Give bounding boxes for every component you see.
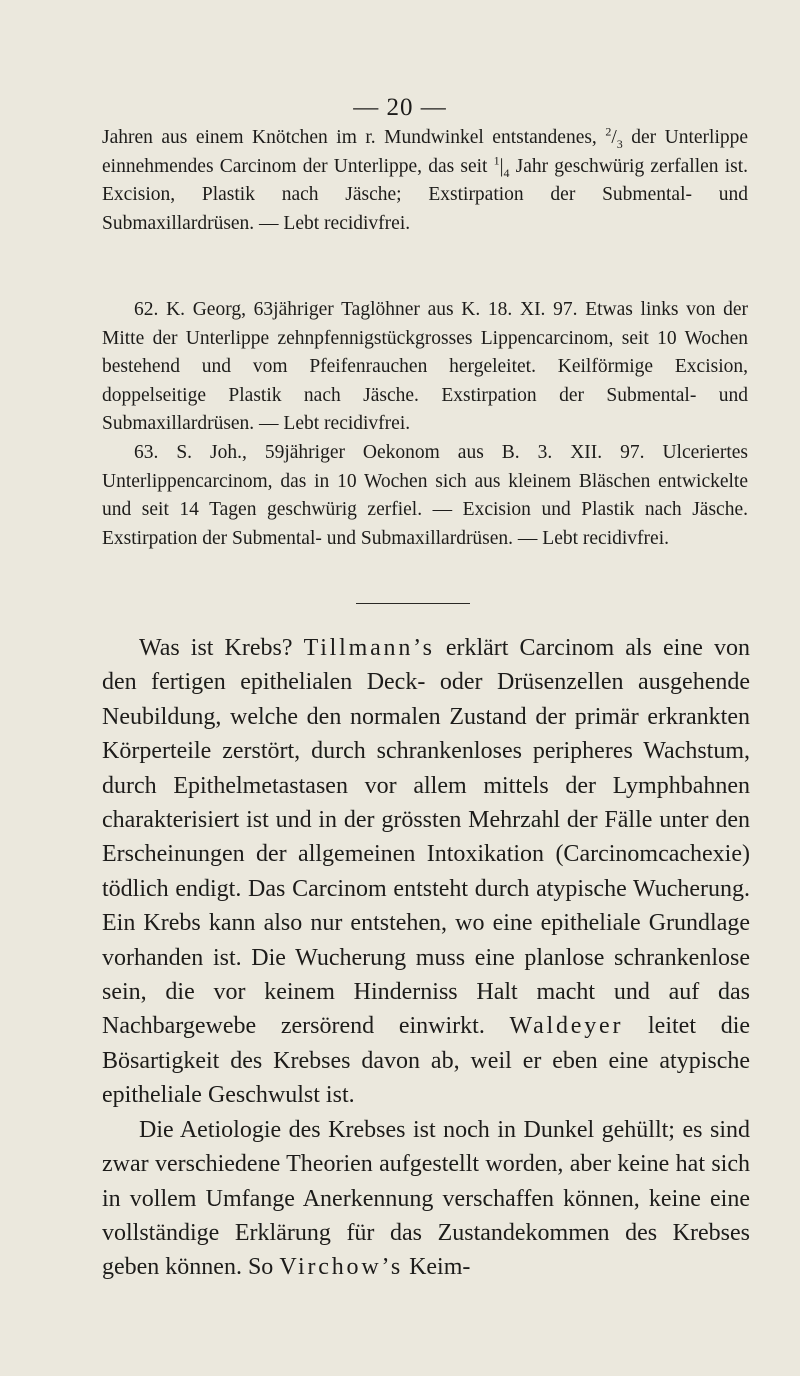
case-61-line-2: der Unterlippe einnehmendes Carcinom der Unterlippe, das seit [102,127,749,177]
fraction2-separator: | [499,155,504,177]
fraction-slash: / [611,127,617,148]
fraction-numerator: 2 [605,124,612,139]
main-text [102,631,750,1285]
fraction2-denominator: 4 [503,165,510,180]
author-virchow: Virchow’s [279,1254,404,1281]
aetiologie-tail: Keim- [409,1254,471,1281]
page-number: — 20 — [353,94,447,121]
fraction2-numerator: 1 [493,153,500,168]
section-divider [356,603,470,604]
case-62-text: 62. K. Georg, 63jähriger Taglöhner aus K. 18. XI. 97. Etwas links von der Mitte der Unterlippe zehnpfennigstückgrosses Lippencarcinom, seit 10 Wochen bestehend und vom Pfeifenrauchen hergeleitet. Keilförmige Excision, doppelseitige Plastik nach Jäsche. Exstirpation der Submental- und Submaxillardrüsen. — Lebt recidivfrei. [102,299,748,435]
case-63 [102,439,748,553]
aetiologie-text: Die Aetiologie des Krebses ist noch in Dunkel gehüllt; es sind zwar verschiedene Theorien aufgestellt worden, aber keine hat sich in vollem Umfange Anerkennung verschaffen können, keine eine vollständige Erklärung für das Zustandekommen des Krebses geben können. So [102,1116,750,1281]
author-tillmann: Tillmann’s [303,635,435,661]
fraction-denominator: 3 [616,136,623,151]
case-62 [102,296,748,439]
paragraph-aetiologie [102,1113,750,1285]
question-text: Was ist Krebs? [139,635,293,661]
author-waldeyer: Waldeyer [509,1013,624,1040]
case-63-text: 63. S. Joh., 59jähriger Oekonom aus B. 3. XII. 97. Ulceriertes Unterlippencarcinom, das in 10 Wochen sich aus kleinem Bläschen entwickelte und seit 14 Tagen geschwürig zerfiel. — Excision und Plastik nach Jäsche. Exstirpation der Submental- und Submaxillardrüsen. — Lebt recidivfrei. [102,442,748,549]
case-61-line-1: Jahren aus einem Knötchen im r. Mundwinkel entstandenes, [102,127,597,148]
definition-text: erklärt Carcinom als eine von den fertigen epithelialen Deck- oder Drüsenzellen ausgehende Neubildung, welche den normalen Zustand der primär erkrankten Körperteile zerstört, durch schrankenloses peripheres Wachstum, durch Epithelmetastasen vor allem mittels der Lymphbahnen charakterisiert ist und in der grössten Mehrzahl der Fälle unter den Erscheinungen der allgemeinen Intoxikation (Carcinomcachexie) tödlich endigt. Das Carcinom entsteht durch atypische Wucherung. Ein Krebs kann also nur entstehen, wo eine epitheliale Grundlage vorhanden ist. Die Wucherung muss eine planlose schrankenlose sein, die vor keinem Hinderniss Halt macht und auf das Nachbargewebe zersörend einwirkt. [102,635,751,1040]
case-61-continuation [102,124,748,238]
waldeyer-text: leitet die Bösartigkeit des Krebses davon ab, weil er eben eine atypische epitheliale Geschwulst ist. [102,1013,751,1109]
case-61-line-3: Jahr geschwürig zerfallen ist. Excision, Plastik nach Jäsche; Exstirpation der Submental- und Submaxillardrüsen. — Lebt recidivfrei. [102,155,749,234]
paragraph-krebs-definition [102,631,750,1113]
